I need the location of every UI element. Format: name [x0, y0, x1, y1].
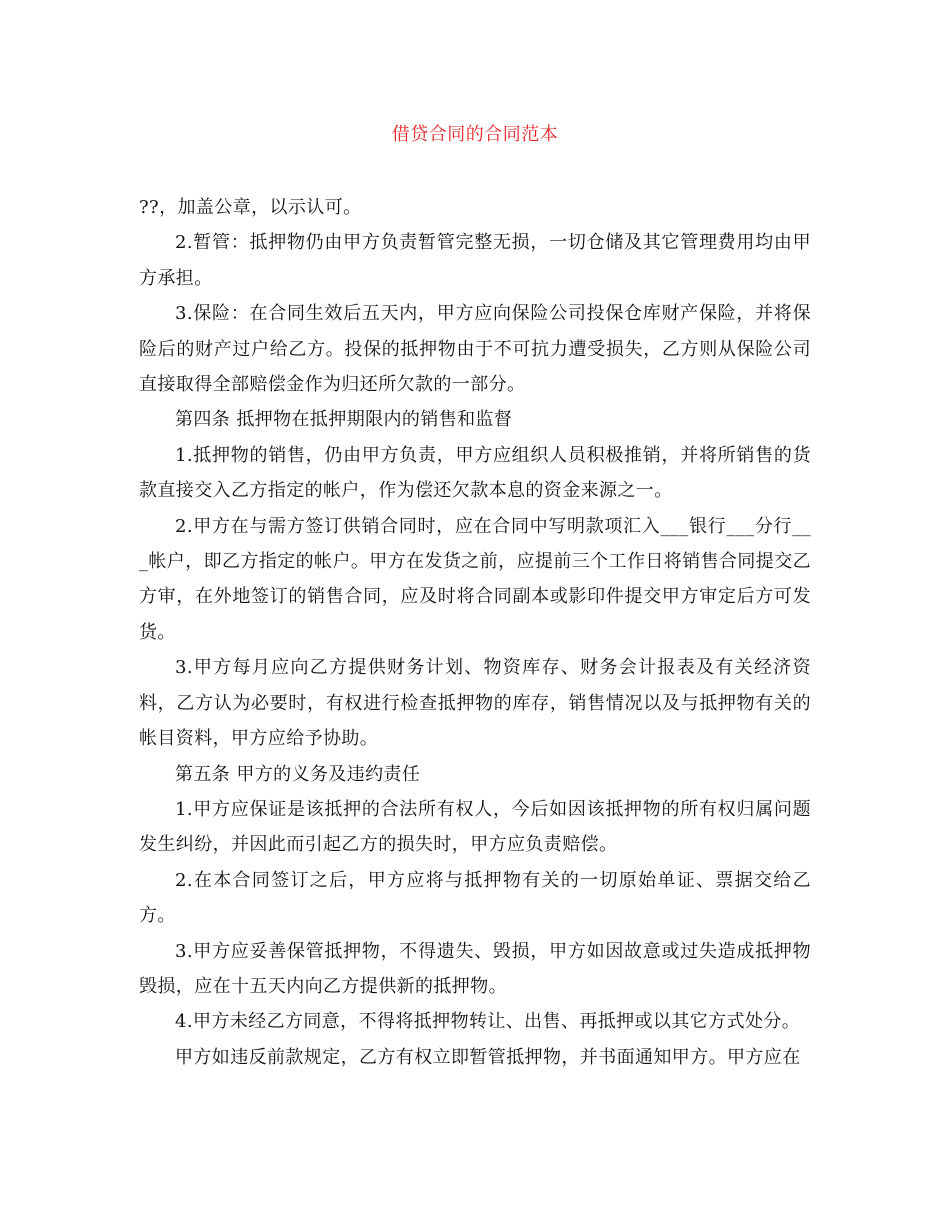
section-heading: 第四条 抵押物在抵押期限内的销售和监督 — [175, 409, 513, 431]
paragraph: 3.甲方每月应向乙方提供财务计划、物资库存、财务会计报表及有关经济资料，乙方认为必要时，有权进行检查抵押物的库存，销售情况以及与抵押物有关的帐目资料，甲方应给予协助。 — [139, 657, 811, 750]
paragraph: 3.保险：在合同生效后五天内，甲方应向保险公司投保仓库财产保险，并将保险后的财产过户给乙方。投保的抵押物由于不可抗力遭受损失，乙方则从保险公司直接取得全部赔偿金作为归还所欠款的一部分。 — [139, 303, 811, 396]
document-title: 借贷合同的合同范本 — [391, 124, 559, 145]
paragraph: 甲方如违反前款规定，乙方有权立即暂管抵押物，并书面通知甲方。甲方应在 — [175, 1046, 801, 1068]
paragraph: 4.甲方未经乙方同意，不得将抵押物转让、出售、再抵押或以其它方式处分。 — [175, 1011, 801, 1033]
paragraph: 1.抵押物的销售，仍由甲方负责，甲方应组织人员积极推销，并将所销售的货款直接交入乙方指定的帐户，作为偿还欠款本息的资金来源之一。 — [139, 444, 811, 502]
paragraph: ??，加盖公章，以示认可。 — [139, 197, 362, 218]
paragraph: 2.暂管：抵押物仍由甲方负责暂管完整无损，一切仓储及其它管理费用均由甲方承担。 — [139, 232, 811, 289]
section-heading: 第五条 甲方的义务及违约责任 — [175, 763, 421, 785]
paragraph: 1.甲方应保证是该抵押的合法所有权人，今后如因该抵押物的所有权归属问题发生纠纷，并因此而引起乙方的损失时，甲方应负责赔偿。 — [139, 798, 811, 856]
paragraph: 3.甲方应妥善保管抵押物，不得遗失、毁损，甲方如因故意或过失造成抵押物毁损，应在十五天内向乙方提供新的抵押物。 — [139, 940, 811, 997]
document-body — [139, 190, 811, 1075]
paragraph: 2.甲方在与需方签订供销合同时，应在合同中写明款项汇入___银行___分行___帐户，即乙方指定的帐户。甲方在发货之前，应提前三个工作日将销售合同提交乙方审，在外地签订的销售合同，应及时将合同副本或影印件提交甲方审定后方可发货。 — [139, 515, 811, 643]
paragraph: 2.在本合同签订之后，甲方应将与抵押物有关的一切原始单证、票据交给乙方。 — [139, 869, 811, 927]
